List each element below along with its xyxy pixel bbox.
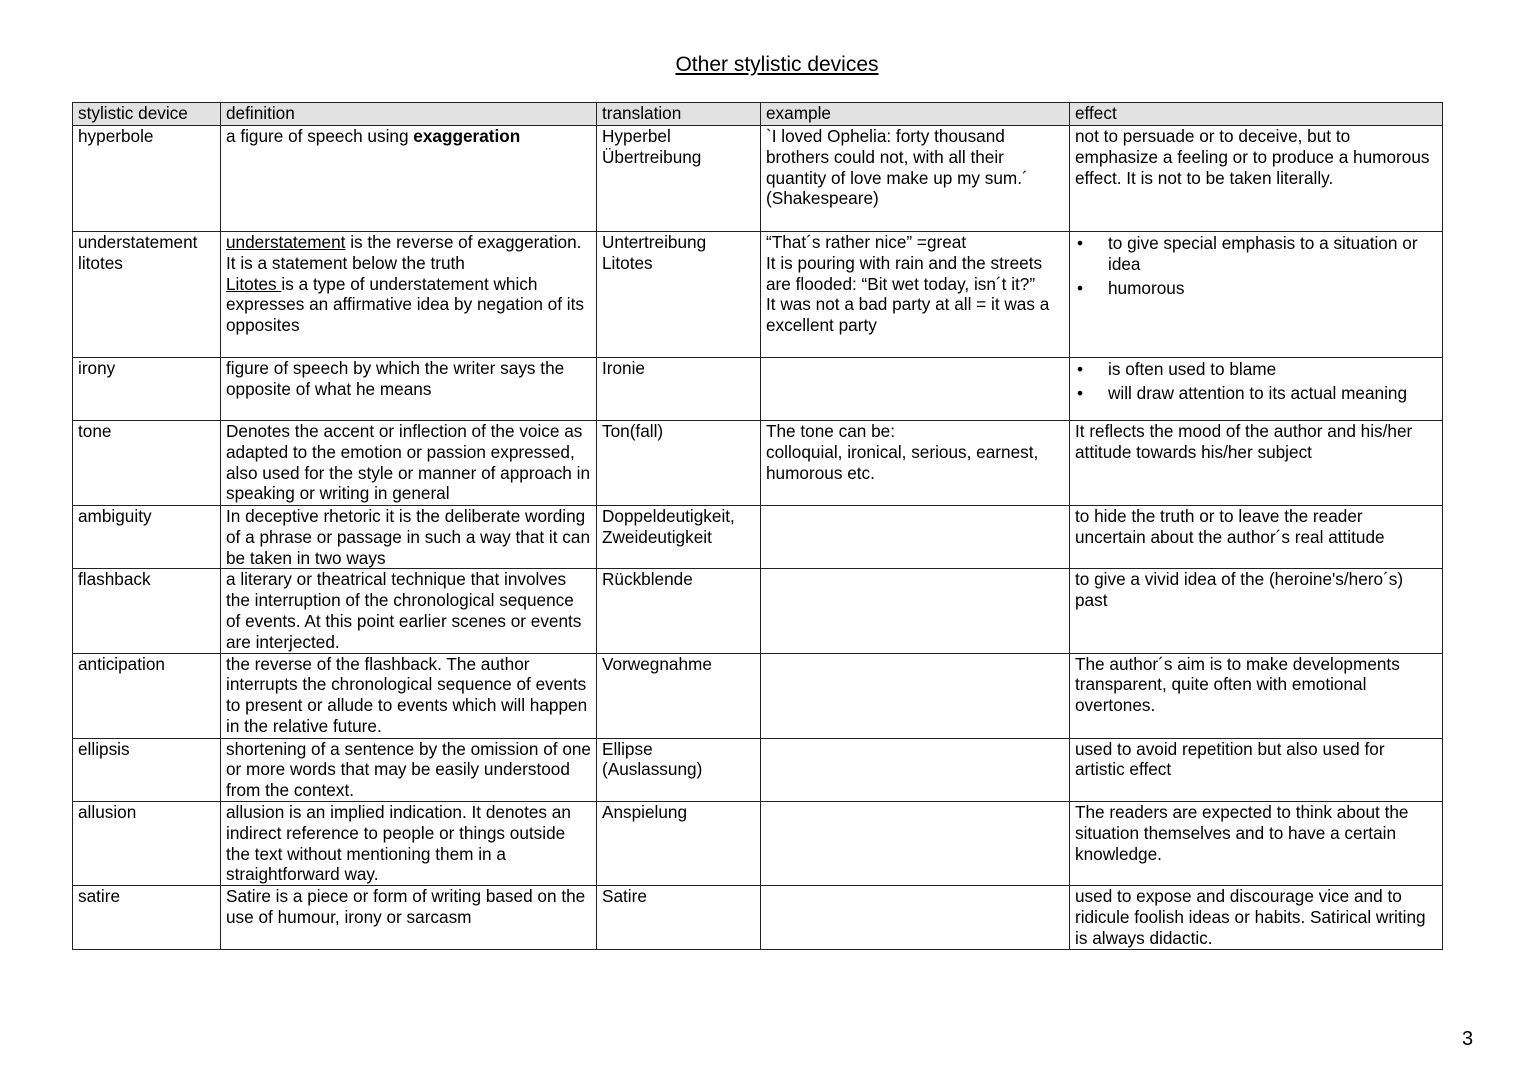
table-row xyxy=(73,126,1443,232)
device-cell xyxy=(73,232,221,358)
translation-cell xyxy=(597,232,761,358)
definition-cell xyxy=(221,653,597,738)
definition-text: allusion is an implied indication. It denotes an indirect reference to people or things outside the text without mentioning them in a straightforward way. xyxy=(226,801,571,885)
effect-cell xyxy=(1070,421,1443,506)
list-item: • to give special emphasis to a situation or idea xyxy=(1075,233,1437,275)
page-title: Other stylistic devices xyxy=(675,53,879,76)
list-item: • is often used to blame xyxy=(1075,359,1437,380)
effect-text: to give a vivid idea of the (heroine's/hero´s) past xyxy=(1075,569,1404,611)
translation-cell xyxy=(597,738,761,801)
device-cell xyxy=(73,126,221,232)
header-example: example xyxy=(761,103,1070,126)
device-cell xyxy=(73,738,221,801)
effect-text: The author´s aim is to make developments transparent, quite often with emotional overtones. xyxy=(1075,653,1400,716)
effect-text: The readers are expected to think about the situation themselves and to have a certain knowledge. xyxy=(1075,801,1409,864)
translation-cell xyxy=(597,801,761,885)
device-cell xyxy=(73,358,221,421)
table-row xyxy=(73,506,1443,569)
device-name: flashback xyxy=(78,569,151,590)
example-text: The tone can be: colloquial, ironical, serious, earnest, humorous etc. xyxy=(766,421,1039,483)
example-text: `I loved Ophelia: forty thousand brothers could not, with all their quantity of love make up my sum.´ (Shakespeare) xyxy=(766,126,1028,209)
device-cell xyxy=(73,886,221,949)
definition-cell xyxy=(221,421,597,506)
example-cell xyxy=(761,358,1070,421)
table-row xyxy=(73,232,1443,358)
example-cell xyxy=(761,801,1070,885)
device-name: ellipsis xyxy=(78,738,130,759)
stylistic-devices-table xyxy=(72,102,1443,950)
page-number: 3 xyxy=(1462,1028,1474,1050)
table-row xyxy=(73,569,1443,653)
example-cell xyxy=(761,232,1070,358)
definition-cell xyxy=(221,358,597,421)
device-name: anticipation xyxy=(78,653,165,674)
device-cell xyxy=(73,421,221,506)
example-cell xyxy=(761,569,1070,653)
effect-cell xyxy=(1070,569,1443,653)
definition-text: the reverse of the flashback. The author interrupts the chronological sequence of events to present or allude to events which will happen in the relative future. xyxy=(226,653,588,736)
definition-cell xyxy=(221,126,597,232)
effect-list xyxy=(1075,233,1437,298)
device-name: irony xyxy=(78,358,116,378)
effect-text: to hide the truth or to leave the reader uncertain about the author´s real attitude xyxy=(1075,506,1385,547)
table-row xyxy=(73,421,1443,506)
effect-cell xyxy=(1070,738,1443,801)
translation-cell xyxy=(597,126,761,232)
table-row xyxy=(73,653,1443,738)
table-row xyxy=(73,886,1443,949)
list-item: • will draw attention to its actual meaning xyxy=(1075,383,1437,404)
example-cell xyxy=(761,126,1070,232)
translation-cell xyxy=(597,506,761,569)
definition-text: Denotes the accent or inflection of the voice as adapted to the emotion or passion expressed, also used for the style or manner of approach in speaking or writing in general xyxy=(226,421,591,504)
example-cell xyxy=(761,506,1070,569)
device-cell xyxy=(73,569,221,653)
effect-cell xyxy=(1070,653,1443,738)
translation-text: Anspielung xyxy=(602,801,688,822)
translation-cell xyxy=(597,569,761,653)
device-name: understatement litotes xyxy=(78,232,198,273)
effect-cell xyxy=(1070,801,1443,885)
header-translation: translation xyxy=(597,103,761,126)
definition-cell xyxy=(221,801,597,885)
translation-text: Hyperbel Übertreibung xyxy=(602,126,702,167)
example-cell xyxy=(761,653,1070,738)
translation-text: Ton(fall) xyxy=(602,421,664,441)
list-item: • humorous xyxy=(1075,278,1437,299)
effect-cell xyxy=(1070,506,1443,569)
header-definition: definition xyxy=(221,103,597,126)
translation-text: Satire xyxy=(602,886,647,907)
effect-text: used to expose and discourage vice and to ridicule foolish ideas or habits. Satirical writing is always didactic. xyxy=(1075,886,1426,948)
device-cell xyxy=(73,801,221,885)
device-cell xyxy=(73,653,221,738)
effect-text: It reflects the mood of the author and his/her attitude towards his/her subject xyxy=(1075,421,1413,462)
definition-text: Satire is a piece or form of writing based on the use of humour, irony or sarcasm xyxy=(226,886,586,927)
effect-text: not to persuade or to deceive, but to emphasize a feeling or to produce a humorous effect. It is not to be taken literally. xyxy=(1075,126,1430,188)
table-row xyxy=(73,358,1443,421)
device-cell xyxy=(73,506,221,569)
device-name: satire xyxy=(78,886,121,907)
definition-term: understatement xyxy=(226,232,346,252)
definition-text: In deceptive rhetoric it is the deliberate wording of a phrase or passage in such a way that it can be taken in two ways xyxy=(226,506,591,568)
definition-cell xyxy=(221,232,597,358)
definition-keyword: exaggeration xyxy=(413,126,521,146)
definition-cell xyxy=(221,569,597,653)
effect-list xyxy=(1075,359,1437,404)
header-effect: effect xyxy=(1070,103,1443,126)
device-name: allusion xyxy=(78,801,137,822)
definition-text: figure of speech by which the writer says the opposite of what he means xyxy=(226,358,565,399)
translation-text: Untertreibung Litotes xyxy=(602,232,707,273)
table-header-row xyxy=(73,103,1443,126)
example-cell xyxy=(761,421,1070,506)
translation-cell xyxy=(597,653,761,738)
effect-cell xyxy=(1070,126,1443,232)
translation-text: Doppeldeutigkeit, Zweideutigkeit xyxy=(602,506,735,547)
effect-text: used to avoid repetition but also used for artistic effect xyxy=(1075,738,1385,780)
header-stylistic-device: stylistic device xyxy=(73,103,221,126)
definition-text: shortening of a sentence by the omission of one or more words that may be easily understood from the context. xyxy=(226,738,591,801)
device-name: hyperbole xyxy=(78,126,154,146)
effect-cell xyxy=(1070,358,1443,421)
example-text: “That´s rather nice” =great It is pouring with rain and the streets are flooded: “Bit wet today, isn´t it?” It was not a bad party at all = it was a excellent party xyxy=(766,232,1050,336)
definition-cell xyxy=(221,886,597,949)
device-name: tone xyxy=(78,421,112,441)
definition-text: is the reverse of exaggeration. It is a statement below the truth xyxy=(226,232,582,273)
device-name: ambiguity xyxy=(78,506,152,526)
translation-cell xyxy=(597,358,761,421)
example-cell xyxy=(761,886,1070,949)
translation-text: Ironie xyxy=(602,358,645,378)
translation-text: Vorwegnahme xyxy=(602,653,712,674)
translation-cell xyxy=(597,886,761,949)
definition-cell xyxy=(221,506,597,569)
definition-text: a literary or theatrical technique that involves the interruption of the chronological sequence of events. At this point earlier scenes or events are interjected. xyxy=(226,569,582,652)
translation-text: Rückblende xyxy=(602,569,693,590)
table-row xyxy=(73,738,1443,801)
translation-text: Ellipse (Auslassung) xyxy=(602,738,703,780)
table-row xyxy=(73,801,1443,885)
definition-text: a figure of speech using xyxy=(226,126,414,146)
definition-term: Litotes xyxy=(226,273,282,294)
effect-cell xyxy=(1070,886,1443,949)
definition-cell xyxy=(221,738,597,801)
effect-cell xyxy=(1070,232,1443,358)
example-cell xyxy=(761,738,1070,801)
translation-cell xyxy=(597,421,761,506)
definition-text: is a type of understatement which expresses an affirmative idea by negation of its opposites xyxy=(226,273,584,336)
